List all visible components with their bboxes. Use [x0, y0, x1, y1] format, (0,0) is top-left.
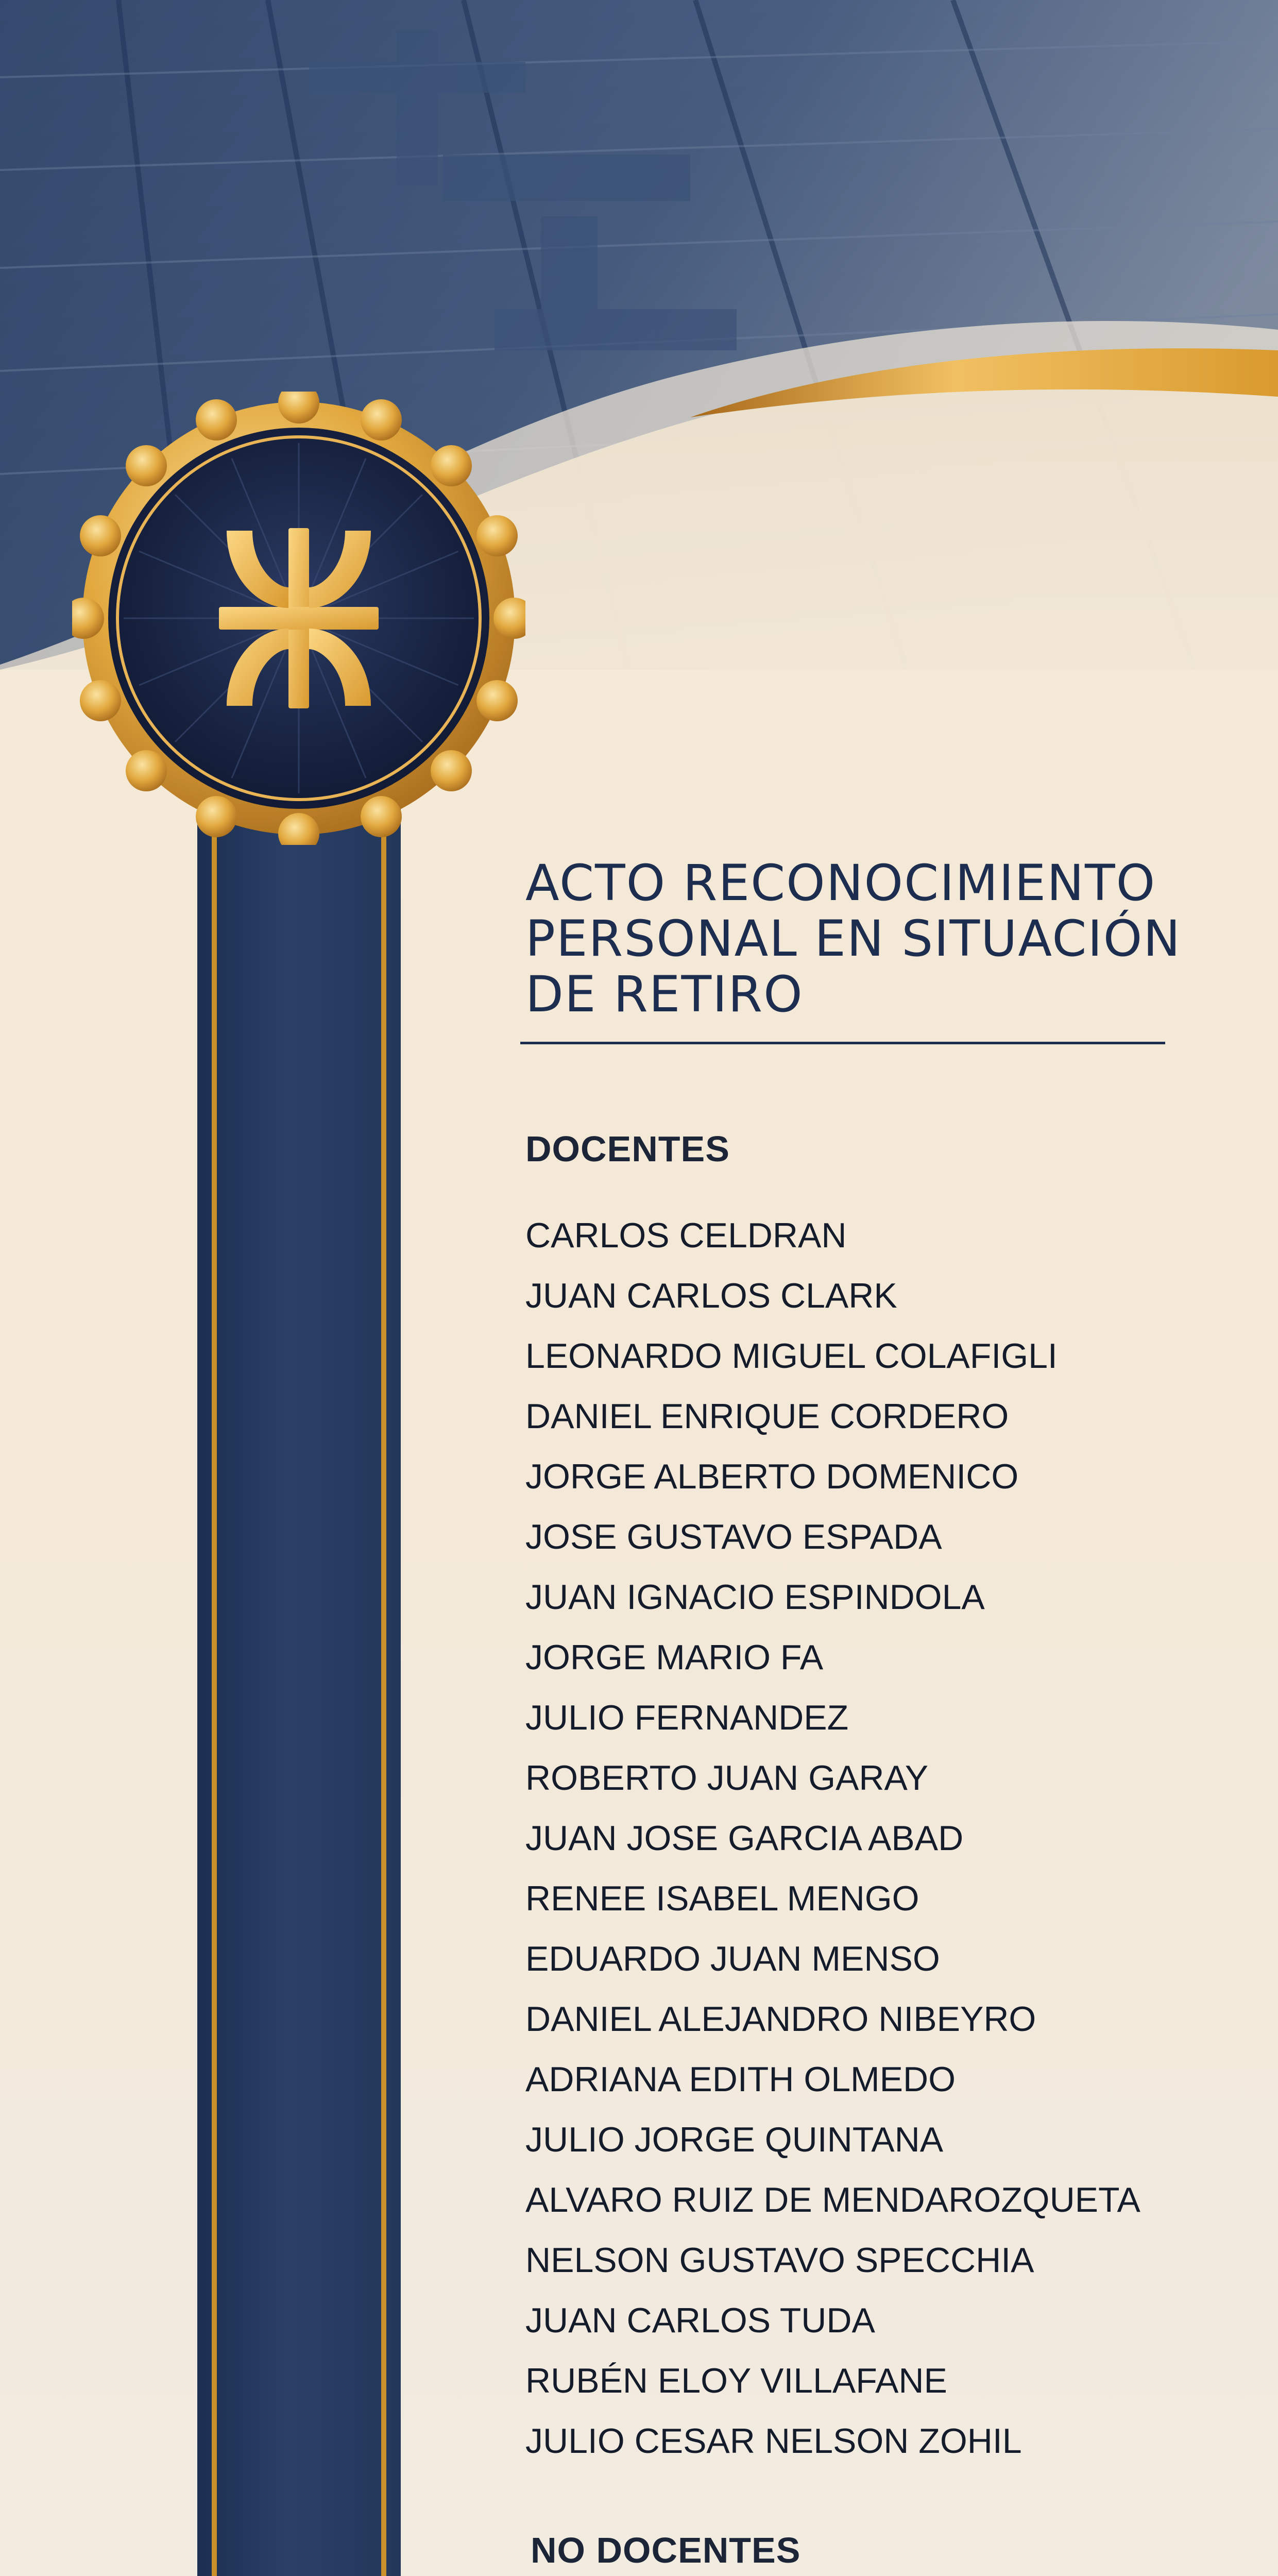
event-title: [525, 855, 1195, 1022]
title-line-1: ACTO RECONOCIMIENTO: [525, 854, 1156, 912]
docente-name: JORGE MARIO FA: [525, 1638, 824, 1677]
docente-name: RENEE ISABEL MENGO: [525, 1879, 919, 1918]
docentes-heading: DOCENTES: [525, 1129, 730, 1169]
utn-emblem-icon: [219, 528, 379, 708]
title-divider: [520, 1042, 1165, 1044]
docentes-list: [525, 1206, 1140, 2471]
docente-name: DANIEL ALEJANDRO NIBEYRO: [525, 1999, 1036, 2039]
docente-name: JUAN JOSE GARCIA ABAD: [525, 1819, 964, 1858]
docente-name: JUAN IGNACIO ESPINDOLA: [525, 1578, 985, 1617]
docente-name: JORGE ALBERTO DOMENICO: [525, 1457, 1019, 1496]
title-line-3: DE RETIRO: [525, 965, 804, 1023]
title-line-2: PERSONAL EN SITUACIÓN: [525, 910, 1182, 968]
docente-name: ROBERTO JUAN GARAY: [525, 1758, 929, 1798]
docente-name: CARLOS CELDRAN: [525, 1216, 847, 1255]
docente-name: JUAN CARLOS CLARK: [525, 1276, 897, 1315]
docente-name: JULIO JORGE QUINTANA: [525, 2120, 944, 2159]
docente-name: JOSE GUSTAVO ESPADA: [525, 1517, 942, 1556]
docente-name: ADRIANA EDITH OLMEDO: [525, 2060, 956, 2099]
utn-seal-badge: [72, 392, 525, 845]
docente-name: JULIO CESAR NELSON ZOHIL: [525, 2421, 1022, 2461]
ribbon-gold-line-right: [381, 721, 386, 2576]
ribbon-gold-line-left: [212, 721, 217, 2576]
docente-name: ALVARO RUIZ DE MENDAROZQUETA: [525, 2180, 1140, 2219]
docente-name: LEONARDO MIGUEL COLAFIGLI: [525, 1336, 1058, 1376]
navy-ribbon: [197, 721, 401, 2576]
no-docentes-heading: NO DOCENTES: [531, 2530, 801, 2570]
docente-name: JUAN CARLOS TUDA: [525, 2301, 875, 2340]
docente-name: RUBÉN ELOY VILLAFANE: [525, 2361, 947, 2400]
docente-name: EDUARDO JUAN MENSO: [525, 1939, 940, 1978]
docente-name: JULIO FERNANDEZ: [525, 1698, 849, 1737]
docente-name: DANIEL ENRIQUE CORDERO: [525, 1397, 1009, 1436]
docente-name: NELSON GUSTAVO SPECCHIA: [525, 2241, 1034, 2280]
